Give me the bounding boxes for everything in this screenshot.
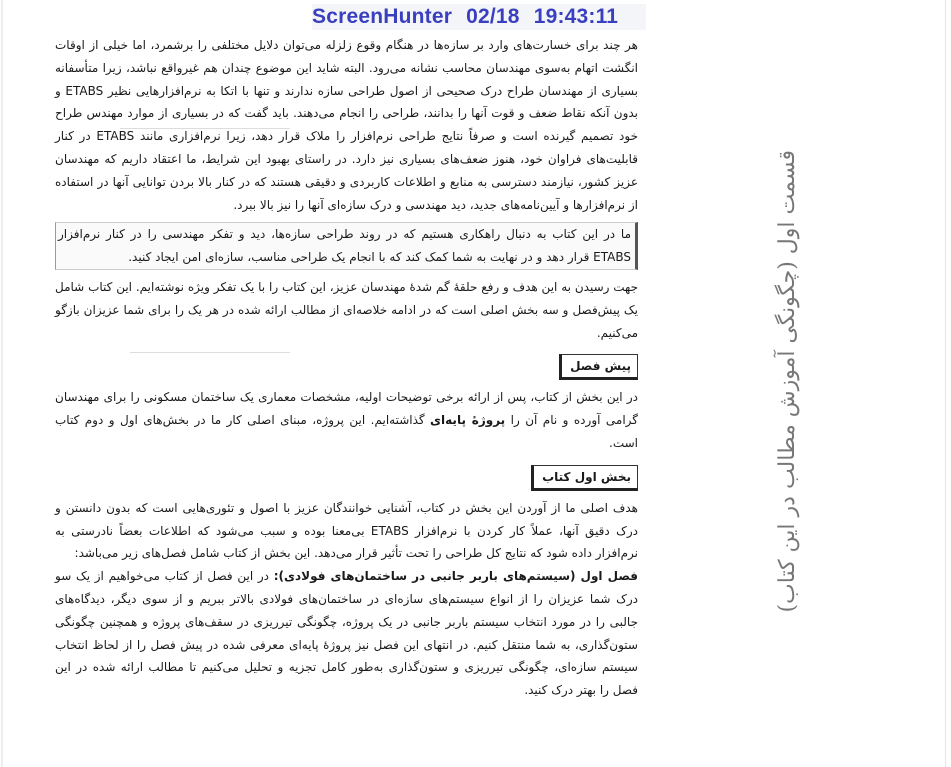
- page-edge: [1, 0, 3, 767]
- watermark-date: 02/18: [466, 5, 520, 28]
- preface-section: [55, 344, 638, 454]
- intro-paragraph: هر چند برای خسارت‌های وارد بر سازه‌ها در هنگام وقوع زلزله می‌توان دلایل مختلفی را برشمرد، اما خیلی از اوقات انگشت اتهام به‌سوی مهندسان محاسب نشانه می‌رود. البته شاید این موضوع چندان هم غیرواقع نباشد، زیرا متأسفانه بسیاری از مهندسان طراح درک صحیحی از اصول طراحی سازه ندارند و تنها با اتکا به نرم‌افزارهایی نظیر ETABS و بدون آنکه نقاط ضعف و قوت آنها را بدانند، طراحی را انجام می‌دهند. باید گفت که در بسیاری از موارد مهندس طراح خود تصمیم گیرنده است و صرفاً نتایج طراحی نرم‌افزار را ملاک قرار دهد، زیرا نرم‌افزاری مانند ETABS در کنار قابلیت‌های فراوان خود، هنوز ضعف‌های بسیاری نیز دارد. در راستای بهبود این شرایط، ما اعتقاد داریم که مهندسان عزیز کشور، نیازمند دسترسی به منابع و اطلاعات کاربردی و دقیقی هستند که در کنار بالا بردن توانایی آنها در استفاده از نرم‌افزارها و آیین‌نامه‌های جدید، دید مهندسی و درک سازه‌ای آنها را نیز بالا ببرد.: [55, 38, 638, 212]
- part-one-intro: هدف اصلی ما از آوردن این بخش در کتاب، آشنایی خوانندگان عزیز با اصول و تئوری‌هایی است که بدون دانستن و درک دقیق آنها، عملاً کار کردن با نرم‌افزار ETABS بی‌معنا بوده و سبب می‌شود که اطلاعات بعضاً نادرستی به نرم‌افزار داده شود که نتایج کل طراحی را تحت تأثیر قرار می‌دهد. این بخش از کتاب شامل فصل‌های زیر می‌باشد:: [55, 500, 638, 561]
- screenhunter-watermark: [312, 4, 646, 30]
- purpose-paragraph: جهت رسیدن به این هدف و رفع حلقهٔ گم شدهٔ مهندسان عزیز، این کتاب را با یک تفکر ویژه نوشته‌ایم. این کتاب شامل یک پیش‌فصل و سه بخش اصلی است که در ادامه خلاصه‌ای از مطالب ارائه شده در هر یک را برای شما عزیزان بازگو می‌کنیم.: [55, 279, 638, 340]
- preface-heading: پیش فصل: [559, 354, 638, 380]
- chapter-one-text: در این فصل از کتاب می‌خواهیم از یک سو درک شما عزیزان را از انواع سیستم‌های سازه‌ای در ساختمان‌های فولادی بالاتر ببریم و از سوی دیگر، دیدگاه‌های جالبی را در مورد انتخاب سیستم باربر جانبی در یک پروژه، چگونگی تیرریزی در سقف‌های پروژه و همچنین چگونگی ستون‌گذاری، به شما منتقل کنیم. در انتهای این فصل نیز پروژهٔ پایه‌ای معرفی شده در پیش فصل را از لحاظ انتخاب سیستم سازه‌ای، چگونگی تیرریزی و ستون‌گذاری به‌طور کامل تجزیه و تحلیل می‌کنیم تا مطالب ارائه شده در این فصل را بهتر درک کنید.: [55, 569, 638, 698]
- page-edge-right: [945, 0, 946, 767]
- watermark-app: ScreenHunter: [312, 5, 453, 28]
- chapter-one-paragraph: [55, 565, 638, 702]
- watermark-time: 19:43:11: [533, 5, 619, 28]
- section-side-label: قسمت اول (چگونگی آموزش مطالب در این کتاب): [775, 150, 800, 613]
- part-one-section: [55, 455, 638, 702]
- key-point-callout: [55, 222, 638, 270]
- preface-text: [55, 386, 638, 454]
- part-one-heading: بخش اول کتاب: [531, 465, 638, 491]
- preface-text-before: در این بخش از کتاب، پس از ارائه برخی توضیحات اولیه، مشخصات معماری یک ساختمان مسکونی را برای مهندسان گرامی آورده و نام آن را: [55, 390, 638, 428]
- preface-text-after: گذاشته‌ایم. این پروژه، مبنای اصلی کار ما در بخش‌های اول و دوم کتاب است.: [55, 413, 638, 450]
- book-page-body: [55, 34, 638, 702]
- preface-bold-term: پروژهٔ پایه‌ای: [430, 413, 506, 428]
- chapter-one-title: فصل اول (سیستم‌های باربر جانبی در ساختمان‌های فولادی):: [273, 569, 639, 584]
- callout-text: ما در این کتاب به دنبال راهکاری هستیم که در روند طراحی سازه‌ها، دید و تفکر مهندسی را در کنار نرم‌افزار ETABS قرار دهد و در نهایت به شما کمک کند که با انجام یک طراحی مناسب، سازه‌ای امن ایجاد کنید.: [58, 227, 631, 265]
